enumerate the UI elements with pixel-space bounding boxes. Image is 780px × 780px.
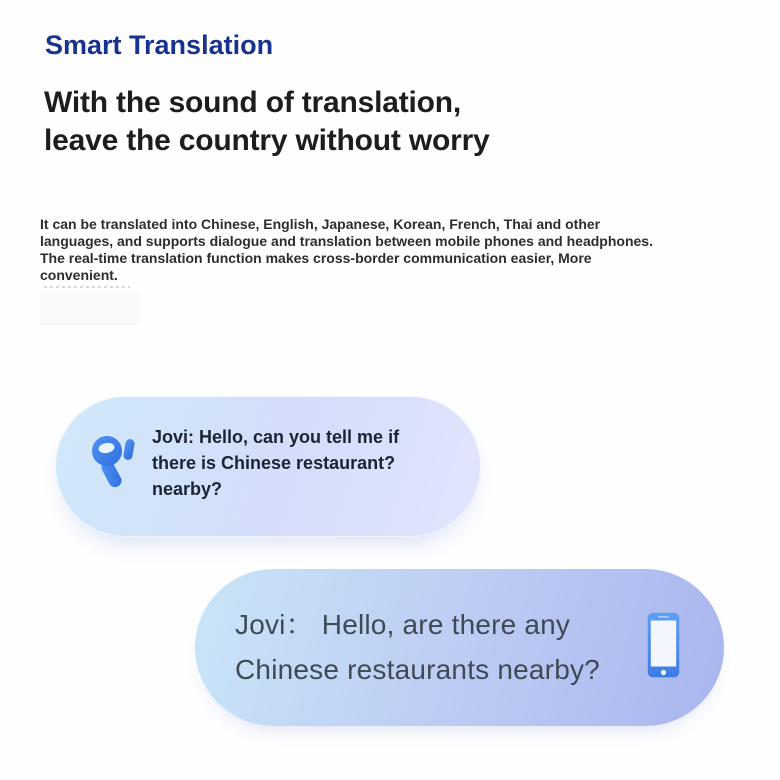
chat1-line-1: Jovi: Hello, can you tell me if [152, 427, 400, 447]
chat-bubble-earbud [55, 396, 481, 537]
scan-artifact-smudge [40, 292, 140, 325]
chat2-line-2: Chinese restaurants nearby? [235, 654, 600, 685]
description-paragraph [40, 216, 750, 284]
section-title: Smart Translation [45, 30, 274, 60]
chat1-line-3: nearby? [152, 479, 223, 499]
description-line-1: It can be translated into Chinese, English, Japanese, Korean, French, Thai and other [40, 216, 601, 232]
headline-line-2: leave the country without worry [44, 124, 490, 157]
scan-artifact-dotted-line [44, 286, 130, 288]
chat2-line-1: Jovi： Hello, are there any [235, 609, 571, 640]
chat1-line-2: there is Chinese restaurant? [152, 453, 396, 473]
chat-message-translated [235, 602, 600, 692]
description-line-2: languages, and supports dialogue and translation between mobile phones and headphones. [40, 233, 653, 249]
chat-bubble-phone [195, 569, 724, 726]
description-line-4: convenient. [40, 267, 118, 283]
headline-line-1: With the sound of translation, [44, 86, 462, 119]
description-line-3: The real-time translation function makes cross-border communication easier, More [40, 250, 592, 266]
headline [44, 84, 490, 160]
chat-message-original [152, 424, 399, 502]
earbud-icon [88, 430, 140, 494]
smartphone-icon [647, 612, 680, 678]
